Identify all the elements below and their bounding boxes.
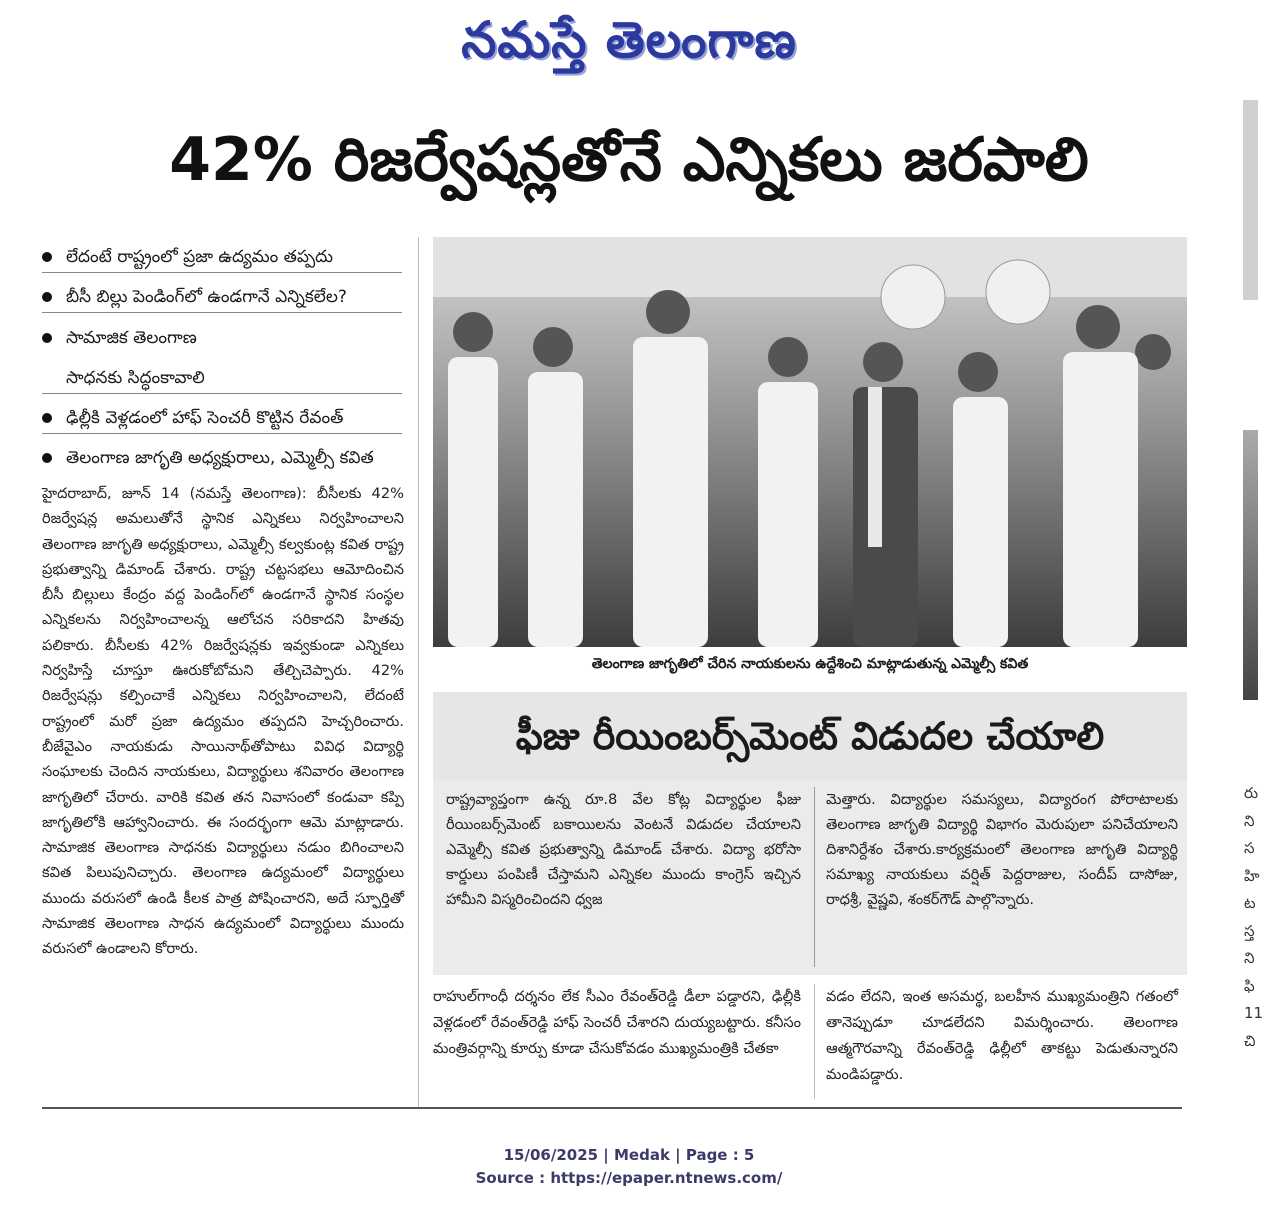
bullet-item — [42, 323, 402, 353]
column-divider — [814, 984, 815, 1099]
adjacent-page-fragment — [1243, 100, 1258, 300]
article-paragraph: రాష్ట్రవ్యాప్తంగా ఉన్న రూ.8 వేల కోట్ల విద్యార్థుల ఫీజు రీయింబర్స్‌మెంట్ బకాయిలను వెంటనే విడుదల చేయాలని ఎమ్మెల్సీ కవిత ప్రభుత్వాన్ని డిమాండ్ చేశారు. విద్యా భరోసా కార్డులు పంపిణీ చేస్తామని ఎన్నికల ముందు కాంగ్రెస్ ఇచ్చిన హామీని విస్మరించిందని ధ్వజ — [446, 791, 801, 908]
article-paragraph: వడం లేదని, ఇంత అసమర్థ, బలహీన ముఖ్యమంత్రిని గతంలో తానెప్పుడూ చూడలేదని విమర్శించారు. తెలంగాణ ఆత్మగౌరవాన్ని రేవంత్‌రెడ్డి ఢిల్లీలో తాకట్టు పెడుతున్నారని మండిపడ్డారు. — [826, 988, 1178, 1083]
bullet-text: లేదంటే రాష్ట్రంలో ప్రజా ఉద్యమం తప్పదు — [66, 247, 333, 267]
article-body-bottom-2 — [826, 984, 1178, 1094]
fragment-letter: ని — [1244, 811, 1255, 830]
adjacent-text-fragment — [1244, 780, 1263, 1055]
footer-source-link[interactable]: Source : https://epaper.ntnews.com/ — [475, 1169, 783, 1187]
headline: 42% రిజర్వేషన్లతోనే ఎన్నికలు జరపాలి — [169, 125, 1089, 195]
bullet-text: సామాజిక తెలంగాణ — [66, 328, 197, 348]
sub-story-col-2 — [826, 787, 1178, 962]
article-body-bottom-1 — [433, 984, 801, 1094]
fragment-letter: స్త — [1244, 921, 1255, 940]
bullet-text: బీసీ బిల్లు పెండింగ్‌లో ఉండగానే ఎన్నికలేల? — [66, 287, 347, 307]
bullet-dot-icon — [42, 453, 52, 463]
bullet-dot-icon — [42, 252, 52, 262]
subhead: ఫీజు రీయింబర్స్‌మెంట్ విడుదల చేయాలి — [515, 714, 1105, 758]
article-body-left — [42, 481, 404, 1093]
photo-illustration — [433, 237, 1187, 647]
bullet-dot-icon — [42, 292, 52, 302]
bullet-item-continued — [42, 363, 402, 394]
sub-story-col-1 — [446, 787, 801, 962]
fragment-letter: రు — [1244, 784, 1259, 802]
bullet-text: ఢిల్లీకి వెళ్లడంలో హాఫ్ సెంచరీ కొట్టిన రేవంత్ — [66, 408, 344, 428]
masthead-logo: నమస్తే తెలంగాణ — [461, 11, 797, 69]
article-paragraph: రాహుల్‌గాంధీ దర్శనం లేక సీఎం రేవంత్‌రెడ్డి డీలా పడ్డారని, ఢిల్లీకి వెళ్లడంలో రేవంత్‌రెడ్డి హాఫ్ సెంచరీ చేశారని దుయ్యబట్టారు. కనీసం మంత్రివర్గాన్ని కూర్పు కూడా చేసుకోవడం ముఖ్యమంత్రికి చేతకా — [433, 988, 801, 1057]
bullet-item — [42, 282, 402, 313]
fragment-letter: హి — [1244, 866, 1260, 885]
bottom-rule — [42, 1107, 1182, 1109]
bullet-text: తెలంగాణ జాగృతి అధ్యక్షురాలు, ఎమ్మెల్సీ కవిత — [66, 448, 374, 468]
column-divider — [418, 237, 419, 1107]
article-paragraph: హైదరాబాద్, జూన్ 14 (నమస్తే తెలంగాణ): బీసీలకు 42% రిజర్వేషన్ల అమలుతోనే స్థానిక ఎన్నికలు నిర్వహించాలని తెలంగాణ జాగృతి అధ్యక్షురాలు, ఎమ్మెల్సీ కల్వకుంట్ల కవిత రాష్ట్ర ప్రభుత్వాన్ని డిమాండ్ చేశారు. రాష్ట్ర చట్టసభలు ఆమోదించిన బీసీ బిల్లులు కేంద్రం వద్ద పెండింగ్‌లో ఉండగానే స్థానిక సంస్థల ఎన్నికలను నిర్వహించాలన్న ఆలోచన సరికాదని హితవు పలికారు. బీసీలకు 42% రిజర్వేషన్లకు ఇవ్వకుండా ఎన్నికలు నిర్వహిస్తే చూస్తూ ఊరుకోబోమని తేల్చిచెప్పారు. 42% రిజర్వేషన్లు కల్పించాకే ఎన్నికలు నిర్వహించాలని, లేదంటే రాష్ట్రంలో మరో ప్రజా ఉద్యమం తప్పదని హెచ్చరించారు. బీజేవైఎం నాయకుడు సాయినాథ్‌తోపాటు వివిధ విద్యార్థి సంఘాలకు చెందిన నాయకులు, విద్యార్థులు శనివారం తెలంగాణ జాగృతిలో చేరారు. వారికి కవిత తన నివాసంలో కండువా కప్పి జాగృతిలోకి ఆహ్వానించారు. ఈ సందర్భంగా ఆమె మాట్లాడారు. సామాజిక తెలంగాణ సాధనకు విద్యార్థులు నడుం బిగించాలని కవిత పిలుపునిచ్చారు. తెలంగాణ ఉద్యమంలో విద్యార్థులు ముందు వరుసలో ఉండి కీలక పాత్ర పోషించారని, అదే స్ఫూర్తితో సామాజిక తెలంగాణ సాధన ఉద్యమంలో విద్యార్థులు ముందు వరుసలో ఉండాలని కోరారు. — [42, 485, 404, 958]
news-photo — [433, 237, 1187, 647]
bullet-dot-icon — [42, 333, 52, 343]
photo-caption: తెలంగాణ జాగృతిలో చేరిన నాయకులను ఉద్దేశించి మాట్లాడుతున్న ఎమ్మెల్సీ కవిత — [591, 656, 1029, 672]
article-paragraph: మెత్తారు. విద్యార్థుల సమస్యలు, విద్యారంగ పోరాటాలకు తెలంగాణ జాగృతి విద్యార్థి విభాగం మెరుపులా పనిచేయాలని దిశానిర్దేశం చేశారు.కార్యక్రమంలో తెలంగాణ జాగృతి విద్యార్థి సమాఖ్య నాయకులు వర్షిత్ పెద్దరాజుల, సందీప్ దాసోజు, రాధశ్రీ, వైష్ణవి, శంకర్‌గౌడ్ పాల్గొన్నారు. — [826, 791, 1178, 908]
fragment-letter: 11 — [1244, 1004, 1263, 1022]
bullet-item — [42, 242, 402, 273]
bullet-text: సాధనకు సిద్ధంకావాలి — [66, 368, 205, 388]
bullet-dot-icon — [42, 413, 52, 423]
fragment-letter: స — [1244, 839, 1255, 857]
column-divider — [814, 787, 815, 967]
footer-date-edition: 15/06/2025 | Medak | Page : 5 — [503, 1146, 755, 1164]
bullet-item — [42, 443, 402, 473]
fragment-letter: చి — [1244, 1031, 1256, 1050]
adjacent-photo-fragment — [1243, 430, 1258, 700]
fragment-letter: ట — [1244, 894, 1256, 912]
fragment-letter: ని — [1244, 949, 1255, 967]
bullet-item — [42, 403, 402, 434]
fragment-letter: ఫి — [1244, 976, 1255, 995]
